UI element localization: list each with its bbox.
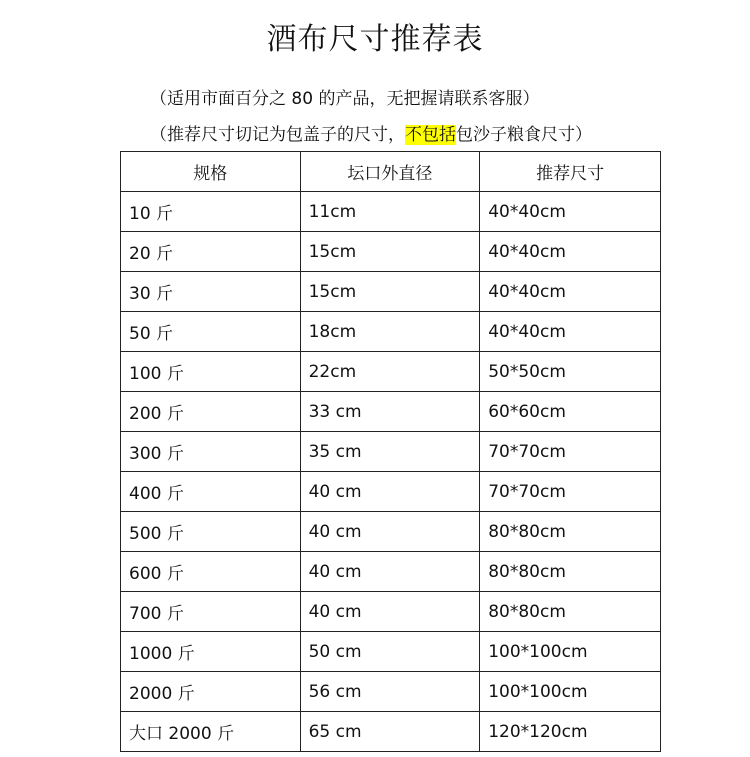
table-header-row	[121, 152, 661, 192]
cell-mouth-diameter: 56 cm	[300, 672, 480, 712]
table-row	[121, 272, 661, 312]
table-row	[121, 432, 661, 472]
table-row	[121, 312, 661, 352]
cell-spec: 700 斤	[121, 592, 301, 632]
cell-spec: 20 斤	[121, 232, 301, 272]
cell-spec: 500 斤	[121, 512, 301, 552]
cell-mouth-diameter: 11cm	[300, 192, 480, 232]
cell-mouth-diameter: 40 cm	[300, 592, 480, 632]
header-spec: 规格	[121, 152, 301, 192]
cell-mouth-diameter: 40 cm	[300, 552, 480, 592]
cell-recommended-size: 100*100cm	[480, 632, 661, 672]
cell-recommended-size: 60*60cm	[480, 392, 661, 432]
cell-mouth-diameter: 15cm	[300, 232, 480, 272]
table-row	[121, 592, 661, 632]
applicability-note: （适用市面百分之 80 的产品，无把握请联系客服）	[150, 89, 540, 109]
cell-mouth-diameter: 22cm	[300, 352, 480, 392]
cell-recommended-size: 40*40cm	[480, 312, 661, 352]
cell-recommended-size: 40*40cm	[480, 232, 661, 272]
size-note-after: 包沙子粮食尺寸）	[456, 125, 592, 145]
cell-recommended-size: 70*70cm	[480, 472, 661, 512]
cell-spec: 50 斤	[121, 312, 301, 352]
cell-recommended-size: 100*100cm	[480, 672, 661, 712]
cell-spec: 1000 斤	[121, 632, 301, 672]
cell-mouth-diameter: 65 cm	[300, 712, 480, 752]
cell-recommended-size: 80*80cm	[480, 512, 661, 552]
table-row	[121, 192, 661, 232]
cell-mouth-diameter: 50 cm	[300, 632, 480, 672]
table-row	[121, 552, 661, 592]
cell-recommended-size: 40*40cm	[480, 192, 661, 232]
header-recommended-size: 推荐尺寸	[480, 152, 661, 192]
size-note	[150, 120, 592, 145]
table-row	[121, 472, 661, 512]
cell-recommended-size: 80*80cm	[480, 552, 661, 592]
cell-recommended-size: 70*70cm	[480, 432, 661, 472]
cell-spec: 300 斤	[121, 432, 301, 472]
size-table	[120, 151, 661, 752]
cell-recommended-size: 80*80cm	[480, 592, 661, 632]
size-note-highlight: 不包括	[405, 125, 456, 145]
size-note-before: （推荐尺寸切记为包盖子的尺寸，	[150, 125, 405, 145]
cell-recommended-size: 120*120cm	[480, 712, 661, 752]
cell-mouth-diameter: 15cm	[300, 272, 480, 312]
table-row	[121, 392, 661, 432]
cell-spec: 30 斤	[121, 272, 301, 312]
cell-spec: 400 斤	[121, 472, 301, 512]
cell-spec: 100 斤	[121, 352, 301, 392]
table-row	[121, 712, 661, 752]
cell-mouth-diameter: 35 cm	[300, 432, 480, 472]
cell-spec: 10 斤	[121, 192, 301, 232]
table-row	[121, 632, 661, 672]
table-row	[121, 512, 661, 552]
cell-recommended-size: 50*50cm	[480, 352, 661, 392]
cell-mouth-diameter: 40 cm	[300, 472, 480, 512]
table-row	[121, 352, 661, 392]
cell-spec: 200 斤	[121, 392, 301, 432]
cell-mouth-diameter: 18cm	[300, 312, 480, 352]
cell-mouth-diameter: 40 cm	[300, 512, 480, 552]
cell-spec: 600 斤	[121, 552, 301, 592]
cell-spec: 2000 斤	[121, 672, 301, 712]
header-mouth-diameter: 坛口外直径	[300, 152, 480, 192]
cell-recommended-size: 40*40cm	[480, 272, 661, 312]
cell-spec: 大口 2000 斤	[121, 712, 301, 752]
page-title: 酒布尺寸推荐表	[266, 22, 484, 57]
table-row	[121, 232, 661, 272]
table-row	[121, 672, 661, 712]
cell-mouth-diameter: 33 cm	[300, 392, 480, 432]
